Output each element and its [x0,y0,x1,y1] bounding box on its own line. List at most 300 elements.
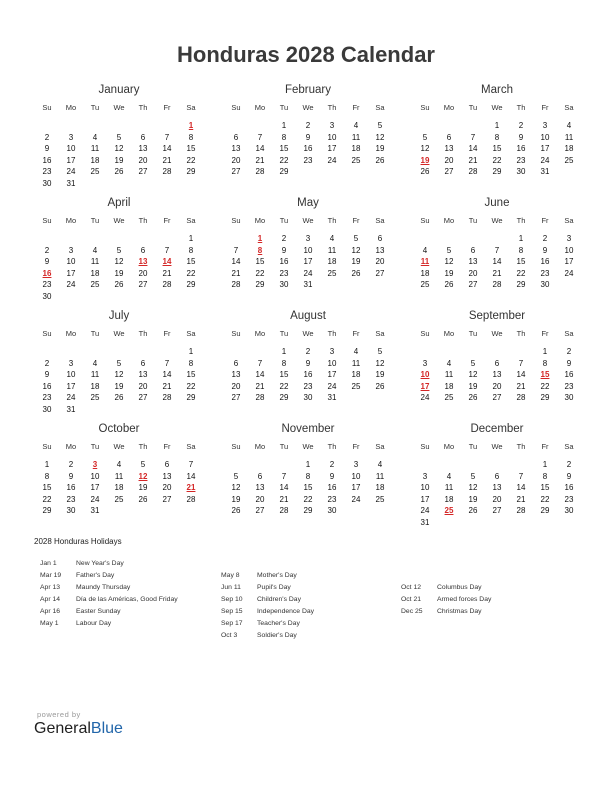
empty-cell [437,346,461,358]
holiday-name: Columbus Day [437,584,482,591]
day-cell: 7 [164,132,170,142]
day-cell: 22 [279,381,289,391]
day-cell: 2 [566,460,572,469]
day-cell: 25 [444,393,454,402]
day-cell: 29 [303,506,313,515]
holiday-day-cell: 10 [420,370,430,379]
day-cell: 4 [92,245,98,255]
day-cell: 14 [162,370,172,379]
month-days-grid [224,441,392,517]
day-cell: 7 [494,245,500,255]
weekday-header: We [302,442,314,451]
day-cell: 24 [540,155,550,165]
holidays-title: 2028 Honduras Holidays [34,537,122,546]
month-name: February [284,84,332,96]
holiday-date: Apr 14 [40,596,61,603]
holiday-day-cell: 17 [420,381,430,391]
day-cell: 21 [162,381,172,391]
holiday-date: Jan 1 [40,560,57,567]
day-cell: 20 [468,268,478,278]
day-cell: 3 [68,245,74,255]
holiday-date: May 8 [221,572,240,579]
month-days-grid [413,328,581,404]
day-cell: 2 [281,234,287,243]
weekday-header: Sa [186,216,196,225]
weekday-header: Th [516,329,526,338]
day-cell: 17 [327,370,337,379]
day-cell: 5 [233,471,239,481]
day-cell: 12 [114,144,124,153]
month-march [413,83,581,178]
empty-cell [131,346,155,358]
day-cell: 24 [420,506,430,515]
month-may [224,196,392,291]
day-cell: 20 [492,381,502,391]
weekday-header: Mo [254,329,266,338]
day-cell: 7 [518,358,524,368]
day-cell: 19 [114,268,124,278]
month-july [35,309,203,415]
day-cell: 8 [542,471,548,481]
day-cell: 9 [44,144,50,153]
weekday-header: Th [138,442,148,451]
empty-cell [83,346,107,358]
month-june [413,196,581,291]
day-cell: 29 [186,280,196,289]
holiday-day-cell: 13 [138,257,148,266]
weekday-header: Fr [352,442,360,451]
holiday-name: Soldier's Day [257,632,297,639]
empty-cell [413,459,437,471]
day-cell: 4 [92,132,98,142]
weekday-header: Su [231,216,241,225]
empty-cell [107,346,131,358]
day-cell: 6 [470,245,476,255]
day-cell: 28 [162,280,172,289]
day-cell: 1 [281,347,287,356]
empty-cell [35,346,59,358]
holiday-date: Dec 25 [401,608,423,615]
day-cell: 19 [231,494,241,504]
weekday-header: Tu [279,329,289,338]
day-cell: 1 [188,234,194,243]
weekday-header: Sa [564,216,574,225]
holiday-day-cell: 1 [257,234,263,243]
day-cell: 16 [516,144,526,153]
day-cell: 29 [279,393,289,402]
empty-cell [155,120,179,132]
day-cell: 8 [281,358,287,368]
month-name: October [98,423,140,435]
month-days-grid [35,441,203,517]
day-cell: 31 [420,517,430,527]
empty-cell [35,233,59,245]
day-cell: 4 [422,245,428,255]
month-days-grid [413,215,581,291]
holiday-day-cell: 14 [162,257,172,266]
day-cell: 13 [162,471,172,481]
month-days-grid [224,215,392,291]
day-cell: 7 [233,245,239,255]
day-cell: 22 [516,268,526,278]
day-cell: 20 [231,155,241,165]
day-cell: 6 [140,245,146,255]
day-cell: 22 [279,155,289,165]
holiday-date: Sep 10 [221,596,243,603]
day-cell: 19 [114,155,124,165]
day-cell: 30 [564,393,574,402]
holiday-date: Sep 15 [221,608,243,615]
month-name: November [281,423,335,435]
day-cell: 10 [351,471,361,481]
day-cell: 7 [281,471,287,481]
day-cell: 15 [279,144,289,153]
day-cell: 9 [305,358,311,368]
day-cell: 27 [162,494,172,504]
weekday-header: Sa [186,442,196,451]
day-cell: 20 [375,257,385,266]
day-cell: 20 [162,483,172,492]
day-cell: 4 [566,121,572,130]
day-cell: 2 [329,460,335,469]
day-cell: 3 [68,358,74,368]
weekday-header: Th [138,103,148,112]
month-name: January [98,84,140,96]
empty-cell [413,120,437,132]
day-cell: 30 [540,280,550,289]
day-cell: 7 [470,132,476,142]
day-cell: 31 [303,280,313,289]
holiday-date: Oct 3 [221,632,238,639]
weekday-header: Mo [254,216,266,225]
day-cell: 7 [164,245,170,255]
day-cell: 3 [422,358,428,368]
day-cell: 17 [66,155,76,165]
empty-cell [155,346,179,358]
day-cell: 21 [516,381,526,391]
month-november [224,422,392,517]
weekday-header: Fr [541,442,549,451]
day-cell: 19 [114,381,124,391]
day-cell: 26 [351,268,361,278]
weekday-header: Mo [443,329,455,338]
day-cell: 27 [468,280,478,289]
day-cell: 13 [231,144,241,153]
day-cell: 9 [329,471,335,481]
day-cell: 26 [114,280,124,289]
day-cell: 18 [90,155,100,165]
weekday-header: Mo [443,216,455,225]
day-cell: 5 [470,358,476,368]
day-cell: 22 [42,494,52,504]
day-cell: 23 [564,494,574,504]
weekday-header: Sa [375,103,385,112]
day-cell: 11 [375,471,385,481]
empty-cell [485,459,509,471]
month-name: June [484,197,510,209]
day-cell: 5 [353,234,359,243]
day-cell: 30 [303,393,313,402]
day-cell: 21 [279,494,289,504]
month-days-grid [35,215,203,302]
day-cell: 25 [327,268,337,278]
day-cell: 21 [255,155,265,165]
day-cell: 27 [138,167,148,176]
day-cell: 5 [377,347,383,356]
day-cell: 10 [66,370,76,379]
holiday-date: Sep 17 [221,620,243,627]
month-september [413,309,581,404]
empty-cell [224,233,248,245]
day-cell: 23 [564,381,574,391]
empty-cell [59,346,83,358]
day-cell: 27 [138,280,148,289]
holiday-date: Apr 13 [40,584,61,591]
day-cell: 13 [231,370,241,379]
holiday-item [40,582,178,594]
empty-cell [437,120,461,132]
day-cell: 22 [303,494,313,504]
page-title: Honduras 2028 Calendar [177,42,435,67]
day-cell: 19 [468,494,478,504]
empty-cell [509,346,533,358]
day-cell: 10 [327,132,337,142]
empty-cell [413,346,437,358]
day-cell: 24 [66,280,76,289]
holiday-item [40,618,178,630]
day-cell: 5 [422,132,428,142]
day-cell: 10 [420,483,430,492]
day-cell: 2 [68,460,74,469]
day-cell: 24 [327,155,337,165]
empty-cell [83,120,107,132]
empty-cell [461,233,485,245]
day-cell: 11 [444,370,454,379]
day-cell: 21 [162,268,172,278]
day-cell: 30 [279,280,289,289]
day-cell: 11 [444,483,454,492]
day-cell: 4 [116,460,122,469]
day-cell: 13 [444,144,454,153]
weekday-header: Sa [186,329,196,338]
day-cell: 13 [138,144,148,153]
holiday-day-cell: 25 [444,506,454,515]
day-cell: 9 [566,471,572,481]
holiday-date: Mar 19 [40,572,62,579]
day-cell: 30 [516,167,526,176]
day-cell: 21 [231,268,241,278]
day-cell: 9 [566,358,572,368]
day-cell: 2 [305,347,311,356]
day-cell: 1 [518,234,524,243]
day-cell: 5 [446,245,452,255]
day-cell: 10 [303,245,313,255]
day-cell: 28 [279,506,289,515]
day-cell: 9 [518,132,524,142]
weekday-header: Sa [375,442,385,451]
month-days-grid [413,102,581,178]
day-cell: 30 [42,178,52,188]
day-cell: 10 [66,257,76,266]
day-cell: 11 [90,144,100,153]
empty-cell [413,233,437,245]
day-cell: 24 [303,268,313,278]
holiday-item [401,606,491,618]
day-cell: 29 [540,393,550,402]
day-cell: 15 [492,144,502,153]
day-cell: 7 [518,471,524,481]
day-cell: 17 [66,268,76,278]
weekday-header: Tu [90,329,100,338]
empty-cell [131,120,155,132]
day-cell: 24 [420,393,430,402]
month-name: December [470,423,524,435]
day-cell: 23 [42,393,52,402]
weekday-header: Th [138,216,148,225]
holiday-name: Christmas Day [437,608,482,615]
empty-cell [224,459,248,471]
empty-cell [509,459,533,471]
empty-cell [485,346,509,358]
day-cell: 31 [327,393,337,402]
empty-cell [248,346,272,358]
month-name: July [108,310,130,322]
day-cell: 24 [66,393,76,402]
day-cell: 31 [540,167,550,176]
holiday-name: New Year's Day [76,560,124,567]
day-cell: 27 [138,393,148,402]
weekday-header: Tu [279,103,289,112]
day-cell: 3 [542,121,548,130]
day-cell: 28 [516,393,526,402]
month-days-grid [35,102,203,189]
holiday-date: Oct 12 [401,584,422,591]
day-cell: 28 [516,506,526,515]
holiday-date: Apr 16 [40,608,61,615]
day-cell: 17 [564,257,574,266]
day-cell: 31 [90,506,100,515]
weekday-header: Tu [90,442,100,451]
day-cell: 28 [492,280,502,289]
day-cell: 16 [303,370,313,379]
day-cell: 18 [114,483,124,492]
holiday-day-cell: 21 [186,483,196,492]
weekday-header: Sa [186,103,196,112]
day-cell: 12 [375,358,385,368]
day-cell: 30 [66,506,76,515]
day-cell: 25 [420,280,430,289]
weekday-header: Tu [279,216,289,225]
day-cell: 17 [351,483,361,492]
holiday-day-cell: 3 [92,460,98,469]
weekday-header: Th [327,329,337,338]
weekday-header: Su [231,329,241,338]
holiday-item [40,570,178,582]
day-cell: 27 [444,167,454,176]
holiday-day-cell: 11 [420,257,430,266]
day-cell: 31 [66,404,76,414]
holiday-item [221,570,314,582]
day-cell: 30 [42,404,52,414]
empty-cell [131,233,155,245]
weekday-header: Mo [65,103,77,112]
day-cell: 24 [90,494,100,504]
day-cell: 11 [114,471,124,481]
day-cell: 7 [257,132,263,142]
day-cell: 1 [281,121,287,130]
day-cell: 15 [255,257,265,266]
day-cell: 2 [542,234,548,243]
weekday-header: Fr [352,103,360,112]
day-cell: 16 [540,257,550,266]
day-cell: 26 [420,167,430,176]
month-name: August [290,310,326,322]
day-cell: 3 [329,121,335,130]
day-cell: 9 [44,257,50,266]
weekday-header: Su [231,442,241,451]
day-cell: 24 [564,268,574,278]
day-cell: 5 [116,132,122,142]
day-cell: 6 [140,358,146,368]
day-cell: 8 [494,132,500,142]
day-cell: 14 [162,144,172,153]
day-cell: 23 [42,280,52,289]
day-cell: 13 [138,370,148,379]
day-cell: 10 [540,132,550,142]
day-cell: 20 [138,155,148,165]
weekday-header: Su [42,442,52,451]
day-cell: 26 [138,494,148,504]
holiday-day-cell: 12 [138,471,148,481]
day-cell: 18 [327,257,337,266]
day-cell: 19 [468,381,478,391]
day-cell: 6 [494,471,500,481]
day-cell: 27 [492,506,502,515]
empty-cell [35,120,59,132]
weekday-header: We [302,329,314,338]
day-cell: 4 [92,358,98,368]
day-cell: 29 [516,280,526,289]
day-cell: 1 [188,347,194,356]
day-cell: 25 [90,393,100,402]
day-cell: 6 [233,132,239,142]
weekday-header: Fr [163,103,171,112]
month-days-grid [224,328,392,404]
holiday-name: Pupil's Day [257,584,291,591]
day-cell: 8 [188,245,194,255]
day-cell: 22 [255,268,265,278]
day-cell: 17 [420,494,430,504]
day-cell: 19 [444,268,454,278]
weekday-header: We [113,216,125,225]
day-cell: 20 [231,381,241,391]
day-cell: 15 [186,144,196,153]
day-cell: 27 [492,393,502,402]
weekday-header: Fr [541,329,549,338]
day-cell: 16 [303,144,313,153]
weekday-header: Sa [564,329,574,338]
month-name: April [107,197,131,209]
holiday-name: Mother's Day [257,572,297,579]
holiday-item [401,594,491,606]
day-cell: 26 [114,167,124,176]
day-cell: 27 [231,167,241,176]
weekday-header: Sa [564,442,574,451]
brand-general: General [34,720,91,737]
holiday-item [401,582,491,594]
day-cell: 24 [351,494,361,504]
weekday-header: Su [420,103,430,112]
